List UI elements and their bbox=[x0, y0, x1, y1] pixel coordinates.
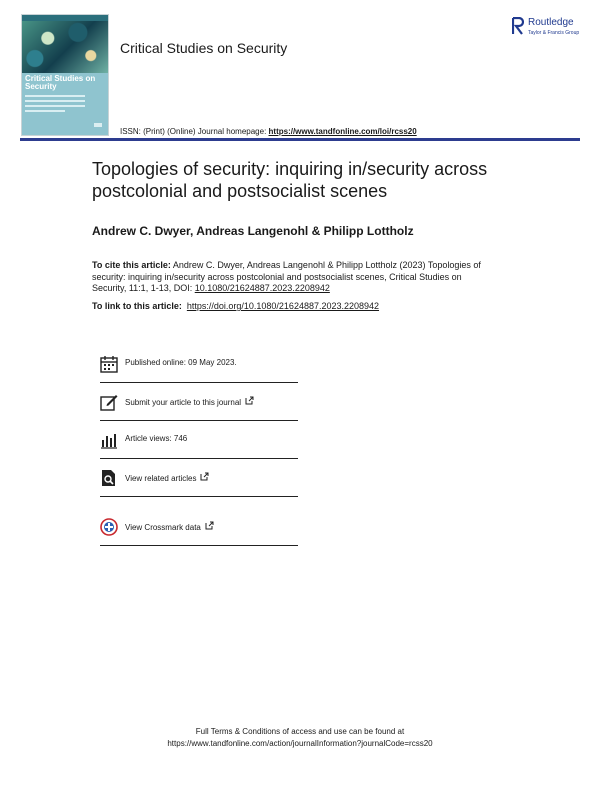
crossmark-text: View Crossmark data bbox=[125, 523, 201, 532]
article-title: Topologies of security: inquiring in/security across postcolonial and postsocialist scenes bbox=[92, 159, 488, 201]
crossmark-row[interactable] bbox=[100, 507, 298, 546]
bar-chart-icon bbox=[100, 431, 118, 449]
footer-terms-text: Full Terms & Conditions of access and use can be found at bbox=[195, 727, 405, 736]
article-doi-link[interactable]: https://doi.org/10.1080/21624887.2023.2208942 bbox=[186, 301, 380, 311]
article-views-label: Article views: 746 bbox=[125, 434, 188, 443]
article-link-line bbox=[92, 301, 379, 311]
related-articles-text: View related articles bbox=[125, 474, 197, 483]
cite-text: Andrew C. Dwyer, Andreas Langenohl & Philipp Lottholz (2023) Topologies of security: inquiring in/security across postcolonial and postsocialist scenes, Critical Studies on Security, 11:1, 1-13, DOI: bbox=[92, 260, 481, 293]
cite-label: To cite this article: bbox=[92, 260, 171, 270]
cite-doi-link[interactable]: 10.1080/21624887.2023.2208942 bbox=[194, 283, 330, 293]
external-link-icon bbox=[200, 472, 209, 481]
cover-logo bbox=[94, 123, 102, 127]
routledge-r-icon bbox=[512, 17, 524, 35]
article-views-row bbox=[100, 420, 298, 459]
related-articles-label[interactable] bbox=[125, 472, 209, 483]
issn-line bbox=[120, 127, 417, 136]
journal-homepage-link[interactable]: https://www.tandfonline.com/loi/rcss20 bbox=[268, 127, 417, 136]
citation bbox=[92, 260, 492, 295]
cover-strip bbox=[22, 15, 108, 21]
footer-terms-link[interactable]: https://www.tandfonline.com/action/journalInformation?journalCode=rcss20 bbox=[167, 739, 433, 748]
external-link-icon bbox=[205, 521, 214, 530]
footer bbox=[0, 726, 600, 750]
related-articles-row[interactable] bbox=[100, 458, 298, 497]
crossmark-label[interactable] bbox=[125, 521, 214, 532]
external-link-icon bbox=[245, 396, 254, 405]
related-articles-icon bbox=[100, 469, 118, 487]
cover-image bbox=[22, 15, 108, 73]
publisher-subtitle: Taylor & Francis Group bbox=[528, 30, 580, 36]
cover-text-lines bbox=[25, 95, 85, 115]
cover-title: Critical Studies on Security bbox=[25, 74, 96, 91]
published-online-label: Published online: 09 May 2023. bbox=[125, 358, 237, 367]
edit-icon bbox=[100, 393, 118, 411]
journal-title[interactable]: Critical Studies on Security bbox=[120, 40, 288, 56]
submit-article-text: Submit your article to this journal bbox=[125, 398, 242, 407]
issn-text: ISSN: (Print) (Online) Journal homepage: bbox=[120, 127, 269, 136]
journal-cover bbox=[21, 14, 109, 136]
submit-article-row[interactable] bbox=[100, 382, 298, 421]
article-authors: Andrew C. Dwyer, Andreas Langenohl & Philipp Lottholz bbox=[92, 224, 414, 238]
crossmark-icon bbox=[100, 518, 118, 536]
published-online-row bbox=[100, 344, 298, 383]
link-label: To link to this article: bbox=[92, 301, 182, 311]
submit-article-label[interactable] bbox=[125, 396, 254, 407]
header-divider bbox=[20, 138, 580, 141]
calendar-icon bbox=[100, 355, 118, 373]
publisher-name: Routledge bbox=[528, 17, 574, 28]
